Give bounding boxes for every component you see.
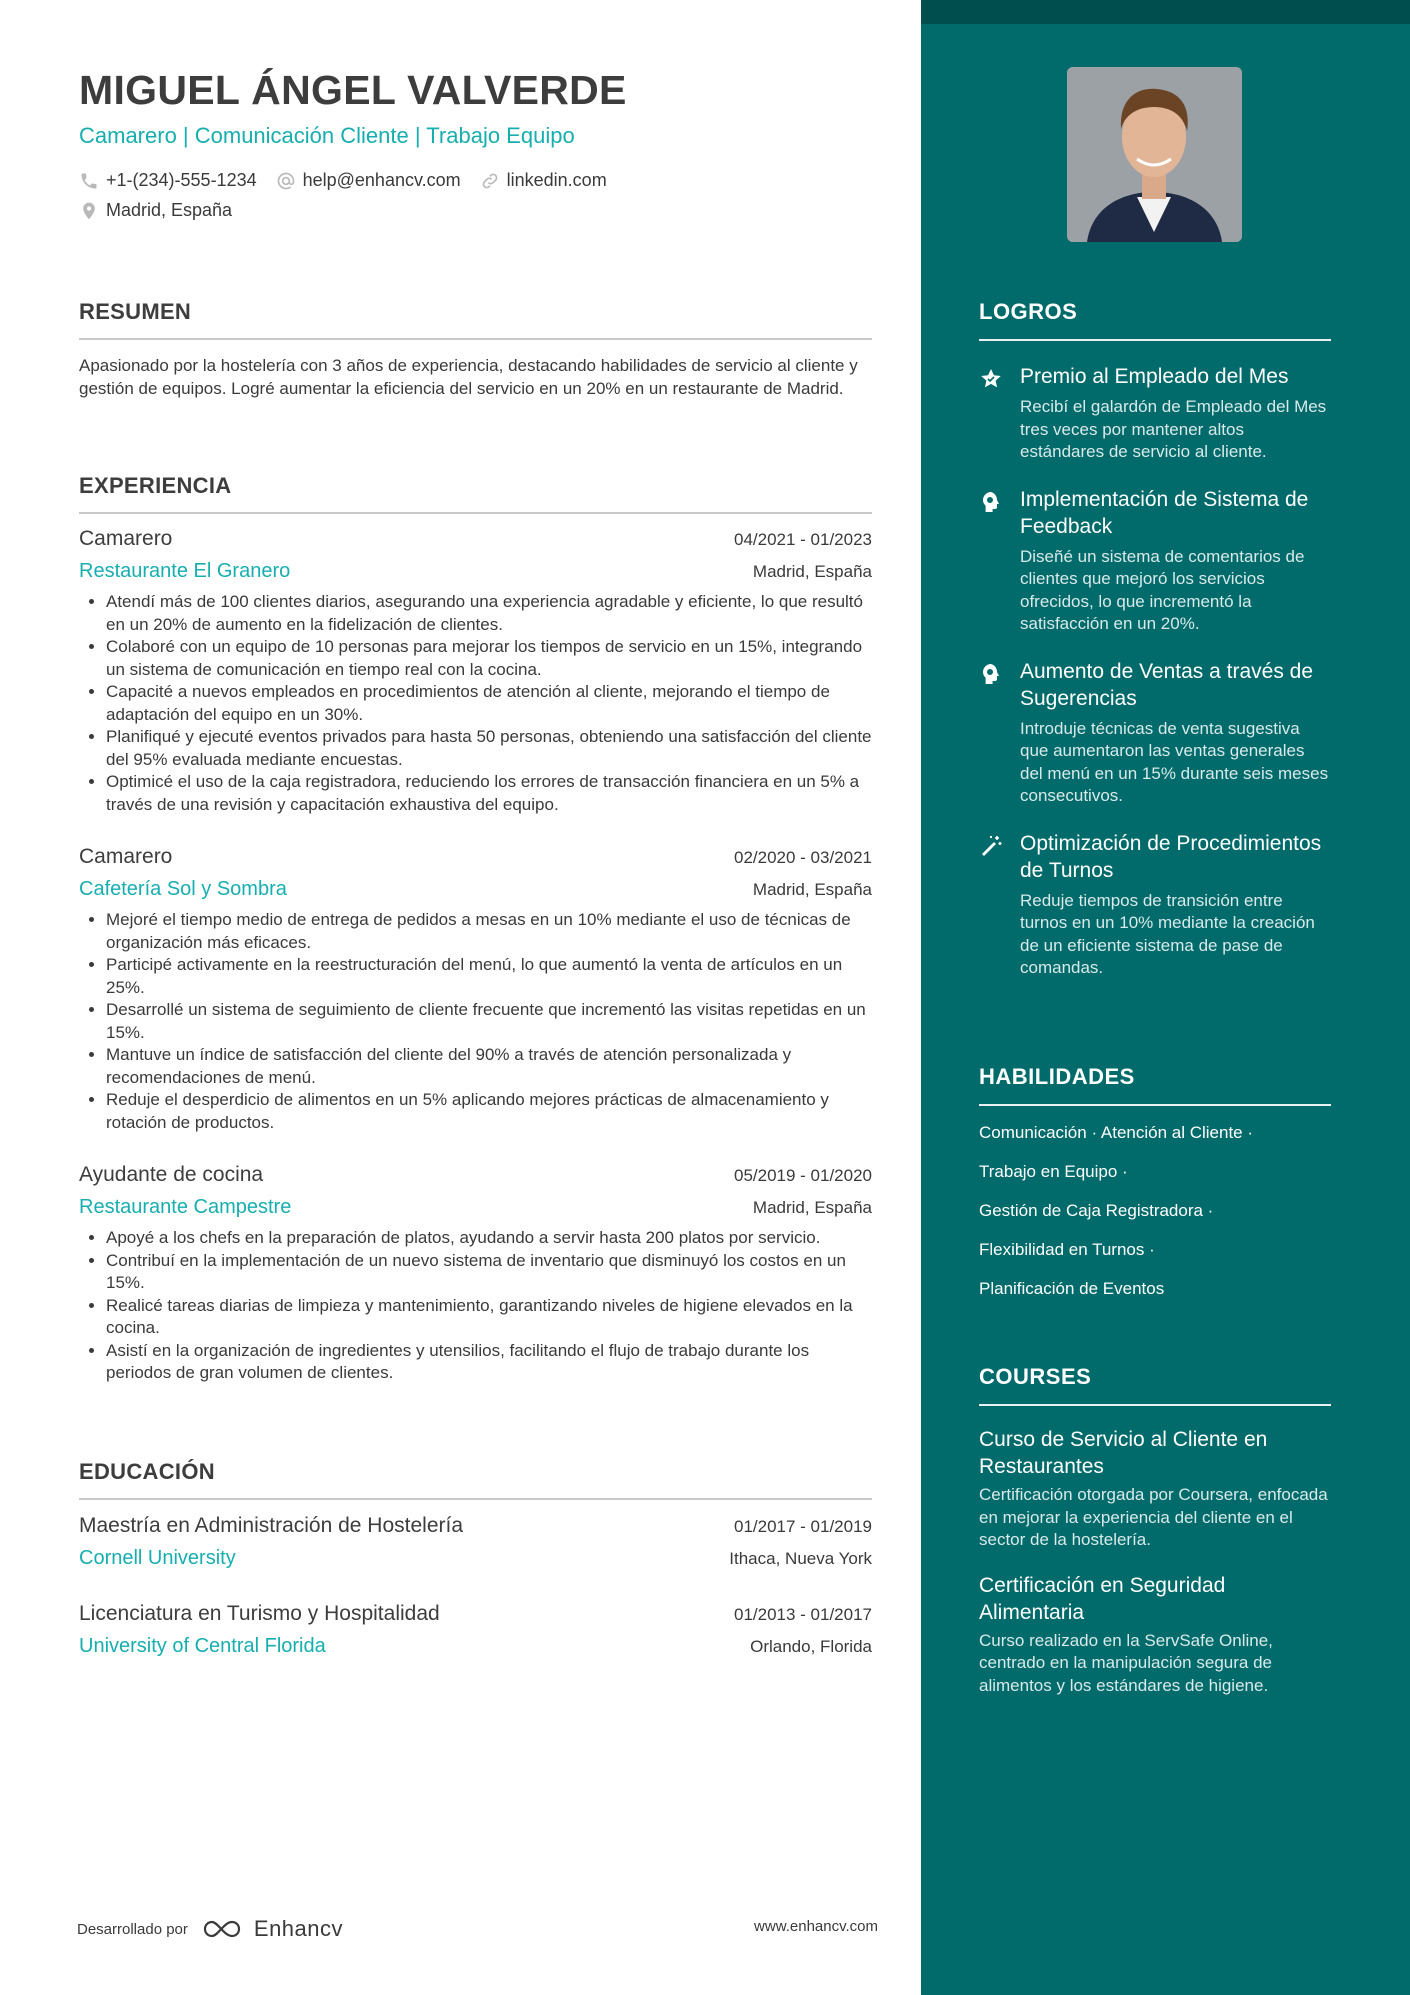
company-name: Restaurante Campestre bbox=[79, 1196, 292, 1218]
footer-website[interactable]: www.enhancv.com bbox=[754, 1918, 878, 1935]
achievement-item bbox=[979, 363, 1331, 464]
degree: Licenciatura en Turismo y Hospitalidad bbox=[79, 1602, 440, 1625]
school-name: Cornell University bbox=[79, 1547, 236, 1569]
magic-wand-icon bbox=[979, 834, 1003, 858]
sidebar bbox=[921, 0, 1410, 1995]
contact-email[interactable] bbox=[276, 170, 461, 191]
achievement-item bbox=[979, 830, 1331, 980]
job-bullets bbox=[79, 1227, 872, 1385]
job-dates: 04/2021 - 01/2023 bbox=[733, 530, 872, 549]
location-row bbox=[79, 200, 251, 221]
course-desc: Curso realizado en la ServSafe Online, centrado en la manipulación segura de alimentos y los estándares de higiene. bbox=[979, 1630, 1273, 1695]
bullet: • Planifiqué y ejecuté eventos privados para hasta 50 personas, obteniendo una satisfacción del cliente del 95% evaluada mediante encuestas. bbox=[106, 726, 872, 771]
achievement-item bbox=[979, 486, 1331, 636]
education-heading: EDUCACIÓN bbox=[79, 1459, 872, 1500]
linkedin-link[interactable]: linkedin.com bbox=[506, 170, 607, 190]
school-location: Orlando, Florida bbox=[750, 1637, 872, 1656]
company-name: Cafetería Sol y Sombra bbox=[79, 878, 287, 900]
job-entry bbox=[79, 1163, 872, 1385]
skill-line: Gestión de Caja Registradora · bbox=[979, 1201, 1214, 1220]
candidate-name: MIGUEL ÁNGEL VALVERDE bbox=[79, 67, 627, 113]
bullet: • Realicé tareas diarias de limpieza y mantenimiento, garantizando niveles de higiene elevados en la cocina. bbox=[106, 1295, 872, 1340]
job-entry bbox=[79, 845, 872, 1134]
bullet: • Apoyé a los chefs en la preparación de platos, ayudando a servir hasta 200 platos por servicio. bbox=[106, 1227, 872, 1250]
bullet: • Mejoré el tiempo medio de entrega de pedidos a mesas en un 10% mediante el uso de técnicas de organización más eficaces. bbox=[106, 909, 872, 954]
bullet: • Reduje el desperdicio de alimentos en un 5% aplicando mejores prácticas de almacenamiento y rotación de productos. bbox=[106, 1089, 872, 1134]
footer-powered-by bbox=[77, 1916, 343, 1942]
powered-by-text: Desarrollado por bbox=[77, 1920, 188, 1938]
bullet: • Optimicé el uso de la caja registradora, reduciendo los errores de transacción financiera en un 5% a través de una revisión y capacitación exhaustiva del equipo. bbox=[106, 771, 872, 816]
phone-text: +1-(234)-555-1234 bbox=[106, 170, 257, 190]
education-entry bbox=[79, 1602, 872, 1658]
bullet: • Atendí más de 100 clientes diarios, asegurando una experiencia agradable y eficiente, lo que resultó en un 20% de aumento en la fidelización de clientes. bbox=[106, 591, 872, 636]
skill-line: Trabajo en Equipo · bbox=[979, 1162, 1128, 1181]
headline: Camarero | Comunicación Cliente | Trabajo Equipo bbox=[79, 123, 575, 148]
course-desc: Certificación otorgada por Coursera, enfocada en mejorar la experiencia del cliente en el sector de la hostelería. bbox=[979, 1485, 1328, 1549]
infinity-logo-icon bbox=[200, 1917, 248, 1941]
course-item bbox=[979, 1572, 1331, 1698]
achievement-desc: Diseñé un sistema de comentarios de clientes que mejoró los servicios ofrecidos, lo que incrementó la satisfacción en un 20%. bbox=[1020, 546, 1305, 633]
link-icon bbox=[480, 171, 500, 191]
phone-icon bbox=[79, 171, 99, 191]
courses-heading: COURSES bbox=[979, 1364, 1331, 1406]
job-location: Madrid, España bbox=[752, 1198, 872, 1217]
school-location: Ithaca, Nueva York bbox=[729, 1549, 872, 1568]
summary-text: Apasionado por la hostelería con 3 años de experiencia, destacando habilidades de servicio al cliente y gestión de equipos. Logré aumentar la eficiencia del servicio en un 20% en un restaurante de Madrid. bbox=[79, 356, 858, 398]
course-title: Certificación en Seguridad Alimentaria bbox=[979, 1573, 1226, 1624]
school-name: University of Central Florida bbox=[79, 1635, 326, 1657]
location-text: Madrid, España bbox=[106, 200, 233, 220]
job-title: Ayudante de cocina bbox=[79, 1163, 264, 1186]
skills-list bbox=[979, 1122, 1331, 1300]
contact-linkedin[interactable] bbox=[480, 170, 607, 191]
map-pin-icon bbox=[79, 201, 99, 221]
at-icon bbox=[276, 171, 296, 191]
skill-line: Comunicación · Atención al Cliente · bbox=[979, 1123, 1254, 1142]
brand-name: Enhancv bbox=[253, 1916, 344, 1941]
degree: Maestría en Administración de Hostelería bbox=[79, 1514, 464, 1537]
achievements-section bbox=[979, 299, 1331, 980]
achievement-title: Implementación de Sistema de Feedback bbox=[1020, 487, 1309, 538]
achievement-desc: Recibí el galardón de Empleado del Mes tres veces por mantener altos estándares de servicio al cliente. bbox=[1020, 397, 1327, 461]
bullet: • Capacité a nuevos empleados en procedimientos de atención al cliente, mejorando el tiempo de adaptación del equipo en un 30%. bbox=[106, 681, 872, 726]
sidebar-top-bar bbox=[921, 0, 1410, 24]
job-location: Madrid, España bbox=[752, 880, 872, 899]
skills-heading: HABILIDADES bbox=[979, 1064, 1331, 1106]
job-location: Madrid, España bbox=[752, 562, 872, 581]
bullet: • Contribuí en la implementación de un nuevo sistema de inventario que disminuyó los costos en un 15%. bbox=[106, 1250, 872, 1295]
course-title: Curso de Servicio al Cliente en Restaurantes bbox=[979, 1428, 1268, 1478]
education-dates: 01/2013 - 01/2017 bbox=[733, 1605, 872, 1624]
job-bullets bbox=[79, 591, 872, 816]
achievement-title: Premio al Empleado del Mes bbox=[1020, 365, 1289, 388]
skill-line: Planificación de Eventos bbox=[979, 1279, 1165, 1298]
contact-phone bbox=[79, 170, 257, 191]
job-title: Camarero bbox=[79, 845, 173, 868]
skills-section bbox=[979, 1064, 1331, 1317]
job-title: Camarero bbox=[79, 527, 173, 550]
experience-heading: EXPERIENCIA bbox=[79, 473, 872, 514]
courses-section bbox=[979, 1364, 1331, 1697]
email-link[interactable]: help@enhancv.com bbox=[302, 170, 461, 190]
head-lightbulb-icon bbox=[979, 662, 1003, 686]
course-item bbox=[979, 1426, 1331, 1552]
bullet: • Asistí en la organización de ingredientes y utensilios, facilitando el flujo de trabajo durante los periodos de gran volumen de clientes. bbox=[106, 1340, 872, 1385]
summary-heading: RESUMEN bbox=[79, 299, 872, 340]
education-entry bbox=[79, 1514, 872, 1570]
job-dates: 02/2020 - 03/2021 bbox=[733, 848, 872, 867]
contact-row bbox=[79, 170, 626, 191]
bullet: • Desarrollé un sistema de seguimiento de cliente frecuente que incrementó las visitas repetidas en un 15%. bbox=[106, 999, 872, 1044]
bullet: • Colaboré con un equipo de 10 personas para mejorar los tiempos de servicio en un 15%, integrando un sistema de comunicación en tiempo real con la cocina. bbox=[106, 636, 872, 681]
profile-photo bbox=[1067, 67, 1242, 242]
achievement-title: Aumento de Ventas a través de Sugerencias bbox=[1020, 659, 1314, 710]
bullet: • Mantuve un índice de satisfacción del cliente del 90% a través de atención personalizada y recomendaciones de menú. bbox=[106, 1044, 872, 1089]
education-dates: 01/2017 - 01/2019 bbox=[733, 1517, 872, 1536]
job-dates: 05/2019 - 01/2020 bbox=[733, 1166, 872, 1185]
achievement-desc: Reduje tiempos de transición entre turnos en un 10% mediante la creación de un eficiente sistema de pase de comandas. bbox=[1020, 890, 1315, 977]
job-entry bbox=[79, 527, 872, 816]
company-name: Restaurante El Granero bbox=[79, 560, 291, 582]
head-lightbulb-icon bbox=[979, 490, 1003, 514]
contact-location bbox=[79, 200, 232, 221]
job-bullets bbox=[79, 909, 872, 1134]
achievement-desc: Introduje técnicas de venta sugestiva que aumentaron las ventas generales del menú en un 15% durante seis meses consecutivos. bbox=[1020, 718, 1329, 805]
enhancv-logo[interactable] bbox=[200, 1916, 343, 1942]
achievement-title: Optimización de Procedimientos de Turnos bbox=[1020, 831, 1322, 882]
bullet: • Participé activamente en la reestructuración del menú, lo que aumentó la venta de artículos en un 25%. bbox=[106, 954, 872, 999]
star-icon bbox=[979, 367, 1003, 391]
skill-line: Flexibilidad en Turnos · bbox=[979, 1240, 1155, 1259]
achievements-heading: LOGROS bbox=[979, 299, 1331, 341]
achievement-item bbox=[979, 658, 1331, 808]
